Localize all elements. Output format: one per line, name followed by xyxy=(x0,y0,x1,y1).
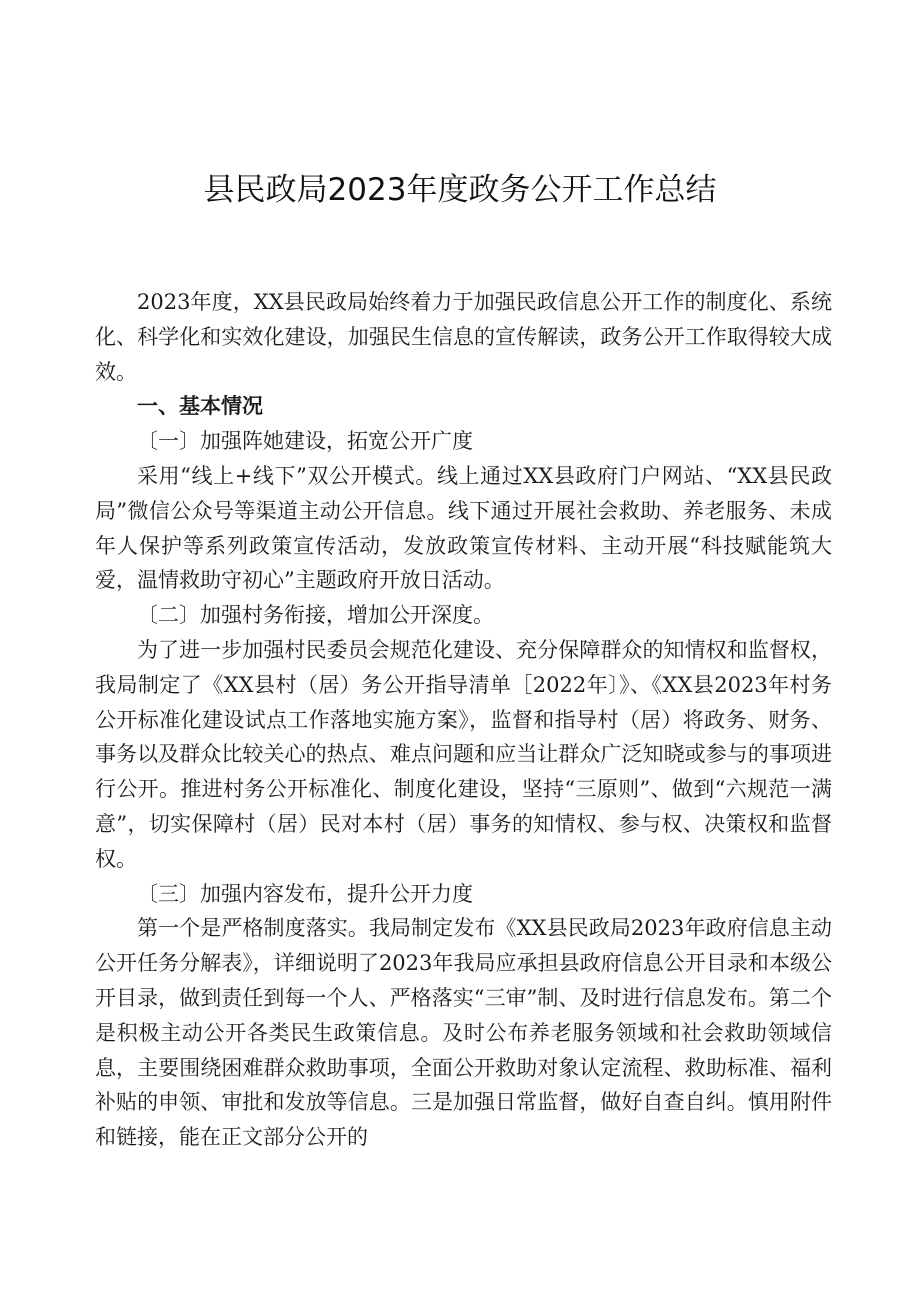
subsection-2-paragraph: 为了进一步加强村民委员会规范化建设、充分保障群众的知情权和监督权，我局制定了《XX县村（居）务公开指导清单［2022年〕》、《XX县2023年村务公开标准化建设试点工作落地实施方案》，监督和指导村（居）将政务、财务、事务以及群众比较关心的热点、难点问题和应当让群众广泛知晓或参与的事项进行公开。推进村务公开标准化、制度化建设，坚持“三原则”、做到“六规范一满意”，切实保障村（居）民对本村（居）事务的知情权、参与权、决策权和监督权。 xyxy=(95,637,832,871)
section-heading-basic-situation: 一、基本情况 xyxy=(137,394,263,419)
subsection-3-paragraph: 第一个是严格制度落实。我局制定发布《XX县民政局2023年政府信息主动公开任务分解表》，详细说明了2023年我局应承担县政府信息公开目录和本级公开目录，做到责任到每一个人、严格落实“三审”制、及时进行信息发布。第二个是积极主动公开各类民生政策信息。及时公布养老服务领域和社会救助领域信息，主要围绕困难群众救助事项，全面公开救助对象认定流程、救助标准、福利补贴的申领、审批和发放等信息。三是加强日常监督，做好自查自纠。慎用附件和链接，能在正文部分公开的 xyxy=(95,916,832,1150)
document-title: 县民政局2023年度政务公开工作总结 xyxy=(203,172,717,208)
subsection-heading-2: 〔二〕加强村务衔接，增加公开深度。 xyxy=(137,603,494,628)
subsection-heading-3: 〔三〕加强内容发布，提升公开力度 xyxy=(137,881,473,906)
subsection-heading-1: 〔一〕加强阵她建设，拓宽公开广度 xyxy=(137,429,473,454)
intro-paragraph: 2023年度，XX县民政局始终着力于加强民政信息公开工作的制度化、系统化、科学化和实效化建设，加强民生信息的宣传解读，政务公开工作取得较大成效。 xyxy=(95,290,832,384)
subsection-1-paragraph: 采用“线上+线下”双公开模式。线上通过XX县政府门户网站、“XX县民政局”微信公众号等渠道主动公开信息。线下通过开展社会救助、养老服务、未成年人保护等系列政策宣传活动，发放政策宣传材料、主动开展“科技赋能筑大爱，温情救助守初心”主题政府开放日活动。 xyxy=(95,463,832,593)
document-body xyxy=(95,285,832,1155)
